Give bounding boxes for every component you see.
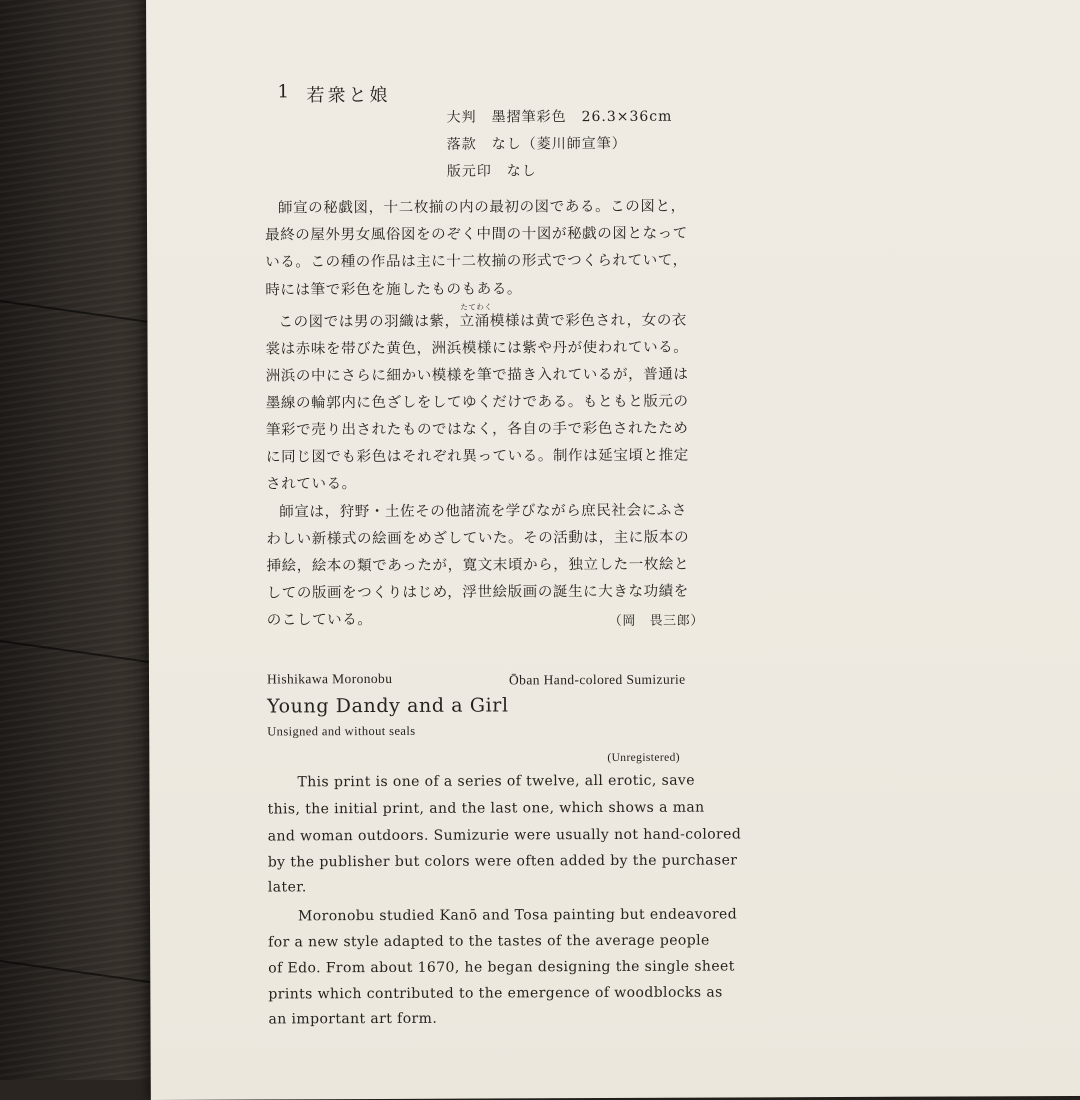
catalog-page — [146, 0, 1080, 1100]
en-line: later. — [267, 879, 307, 896]
en-line: an important art form. — [268, 1010, 438, 1028]
en-line: for a new style adapted to the tastes of the average people — [268, 932, 710, 951]
meta-line-publisher-seal: 版元印 なし — [446, 163, 537, 180]
jp-line: 最終の屋外男女風俗図をのぞく中間の十図が秘戯の図となって — [265, 225, 688, 244]
jp-line: しての版画をつくりはじめ，浮世絵版画の誕生に大きな功績を — [266, 583, 689, 602]
entry-number: 1 — [277, 81, 292, 103]
en-line: of Edo. From about 1670, he began designing the single sheet — [268, 958, 735, 977]
author-jp: （岡 畏三郎） — [608, 613, 704, 629]
jp-line: されている。 — [266, 476, 357, 493]
meta-line-format: 大判 墨摺筆彩色 26.3×36cm — [446, 108, 673, 126]
jp-line: 墨線の輪郭内に色ざしをしてゆくだけである。もともと版元の — [265, 393, 689, 412]
entry-title-jp: 若衆と娘 — [306, 84, 391, 107]
jp-line: わしい新様式の絵画をめざしていた。その活動は，主に版本の — [266, 529, 690, 548]
en-line: this, the initial print, and the last one, which shows a man — [267, 799, 705, 818]
jp-line: に同じ図でも彩色はそれぞれ異っている。制作は延宝頃と推定 — [266, 447, 689, 466]
jp-line: 師宣の秘戯図，十二枚揃の内の最初の図である。この図と， — [277, 198, 686, 217]
artist-name-en: Hishikawa Moronobu — [266, 670, 393, 687]
jp-line: 時には筆で彩色を施したものもある。 — [265, 281, 523, 299]
jp-line: 筆彩で売り出されたものではなく，各自の手で彩色されたため — [265, 420, 689, 439]
jp-line: 師宣は，狩野・土佐その他諸流を学びながら庶民社会にふさ — [279, 502, 688, 521]
jp-line: いる。この種の作品は主に十二枚揃の形式でつくられていて， — [265, 252, 688, 271]
jp-line: のこしている。 — [266, 612, 373, 629]
jp-line: 裳は赤味を帯びた黄色，洲浜模様には紫や丹が使われている。 — [265, 339, 689, 358]
meta-line-signature: 落款 なし（菱川師宣筆） — [446, 135, 627, 153]
en-line: and woman outdoors. Sumizurie were usually not hand-colored — [267, 826, 742, 845]
en-line: prints which contributed to the emergence of woodblocks as — [268, 984, 723, 1003]
furigana-tatewaku: たてわく — [460, 302, 493, 312]
title-en: Young Dandy and a Girl — [267, 694, 509, 718]
jp-line: 洲浜の中にさらに細かい模様を筆で描き入れているが，普通は — [265, 366, 689, 385]
wooden-table-background — [0, 0, 160, 1080]
jp-line: 挿絵，絵本の類であったが，寛文末頃から，独立した一枚絵と — [266, 556, 690, 575]
format-en: Ōban Hand-colored Sumizurie — [508, 671, 686, 688]
registration-en: (Unregistered) — [607, 751, 681, 764]
en-line: Moronobu studied Kanō and Tosa painting but endeavored — [298, 906, 738, 925]
en-line: by the publisher but colors were often added by the purchaser — [267, 852, 738, 871]
en-line: This print is one of a series of twelve, all erotic, save — [297, 772, 695, 791]
jp-line: この図では男の羽織は紫，立涌模様は黄で彩色され，女の衣 — [278, 312, 688, 331]
signature-en: Unsigned and without seals — [267, 723, 416, 739]
